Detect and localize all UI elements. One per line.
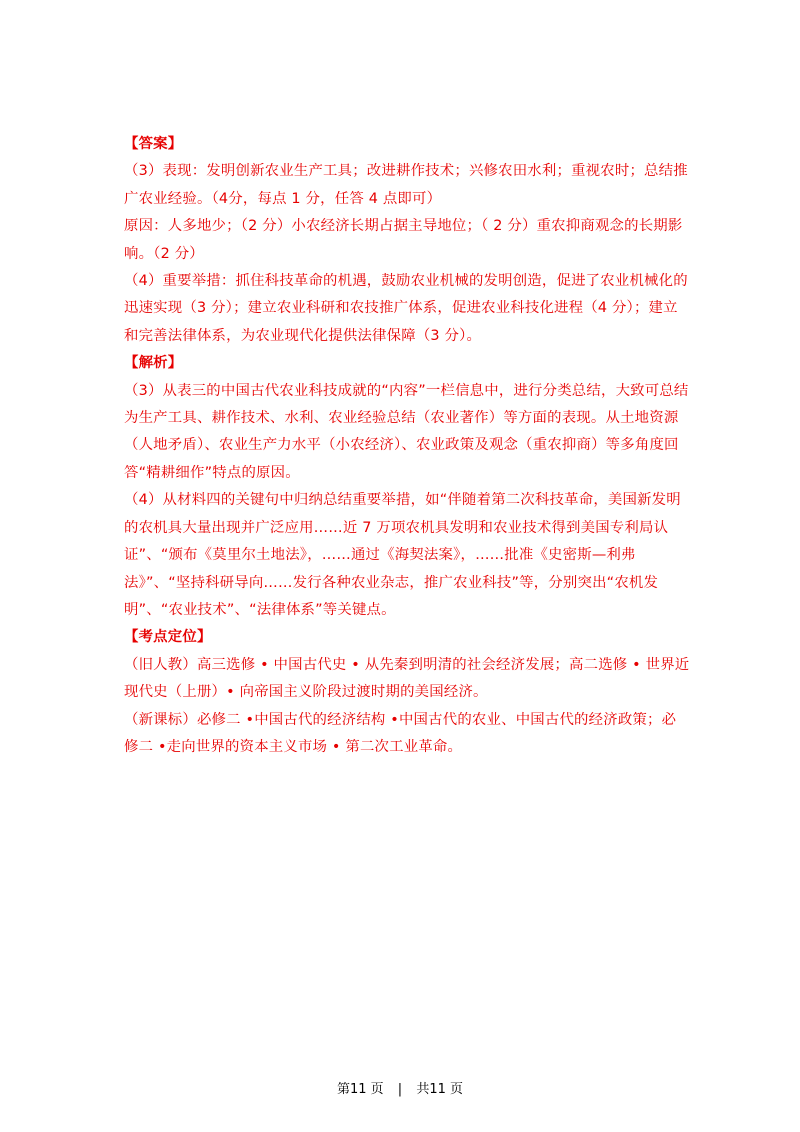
analysis-paragraph-3: （3）从表三的中国古代农业科技成就的“内容”一栏信息中，进行分类总结，大致可总结为生产工具、耕作技术、水利、农业经验总结（农业著作）等方面的表现。从土地资源（人地矛盾）、农业生产力水平（小农经济）、农业政策及观念（重农抑商）等多角度回答“精耕细作”特点的原因。 xyxy=(124,382,689,481)
page-footer xyxy=(0,1078,800,1097)
kaodian-heading: 【考点定位】 xyxy=(124,629,212,646)
page-number-current: 第11 页 xyxy=(336,1082,384,1097)
kaodian-new-curriculum: （新课标）必修二 •中国古代的经济结构 •中国古代的农业、中国古代的经济政策；必修二 •走向世界的资本主义市场 • 第二次工业革命。 xyxy=(124,711,677,755)
answer-content xyxy=(124,131,690,761)
answer-heading: 【答案】 xyxy=(124,136,183,152)
page-number-separator: | xyxy=(397,1082,403,1097)
kaodian-old-curriculum: （旧人教）高三选修 • 中国古代史 • 从先秦到明清的社会经济发展；高二选修 • 世界近现代史（上册）• 向帝国主义阶段过渡时期的美国经济。 xyxy=(124,656,690,701)
page-number-total: 共11 页 xyxy=(416,1082,464,1097)
analysis-paragraph-4: （4）从材料四的关键句中归纳总结重要举措，如“伴随着第二次科技革命，美国新发明的农机具大量出现并广泛应用……近 7 万项农机具发明和农业技术得到美国专利局认证”、“颁布《莫里尔土地法》，……通过《海契法案》，……批准《史密斯—利弗法》”、“坚持科研导向……发行各种农业杂志，推广农业科技”等，分别突出“农机发明”、“农业技术”、“法律体系”等关键点。 xyxy=(124,492,681,618)
answer-paragraph-3: （3）表现：发明创新农业生产工具；改进耕作技术；兴修农田水利；重视农时；总结推广农业经验。（4分，每点 1 分，任答 4 点即可） xyxy=(124,163,688,207)
answer-reasons: 原因：人多地少；（2 分）小农经济长期占据主导地位；（ 2 分）重农抑商观念的长期影响。（2 分） xyxy=(124,218,683,262)
answer-paragraph-4: （4）重要举措：抓住科技革命的机遇，鼓励农业机械的发明创造，促进了农业机械化的迅速实现（3 分）；建立农业科研和农技推广体系，促进农业科技化进程（4 分）；建立和完善法律体系，为农业现代化提供法律保障（3 分）。 xyxy=(124,273,688,344)
analysis-heading: 【解析】 xyxy=(124,355,183,372)
